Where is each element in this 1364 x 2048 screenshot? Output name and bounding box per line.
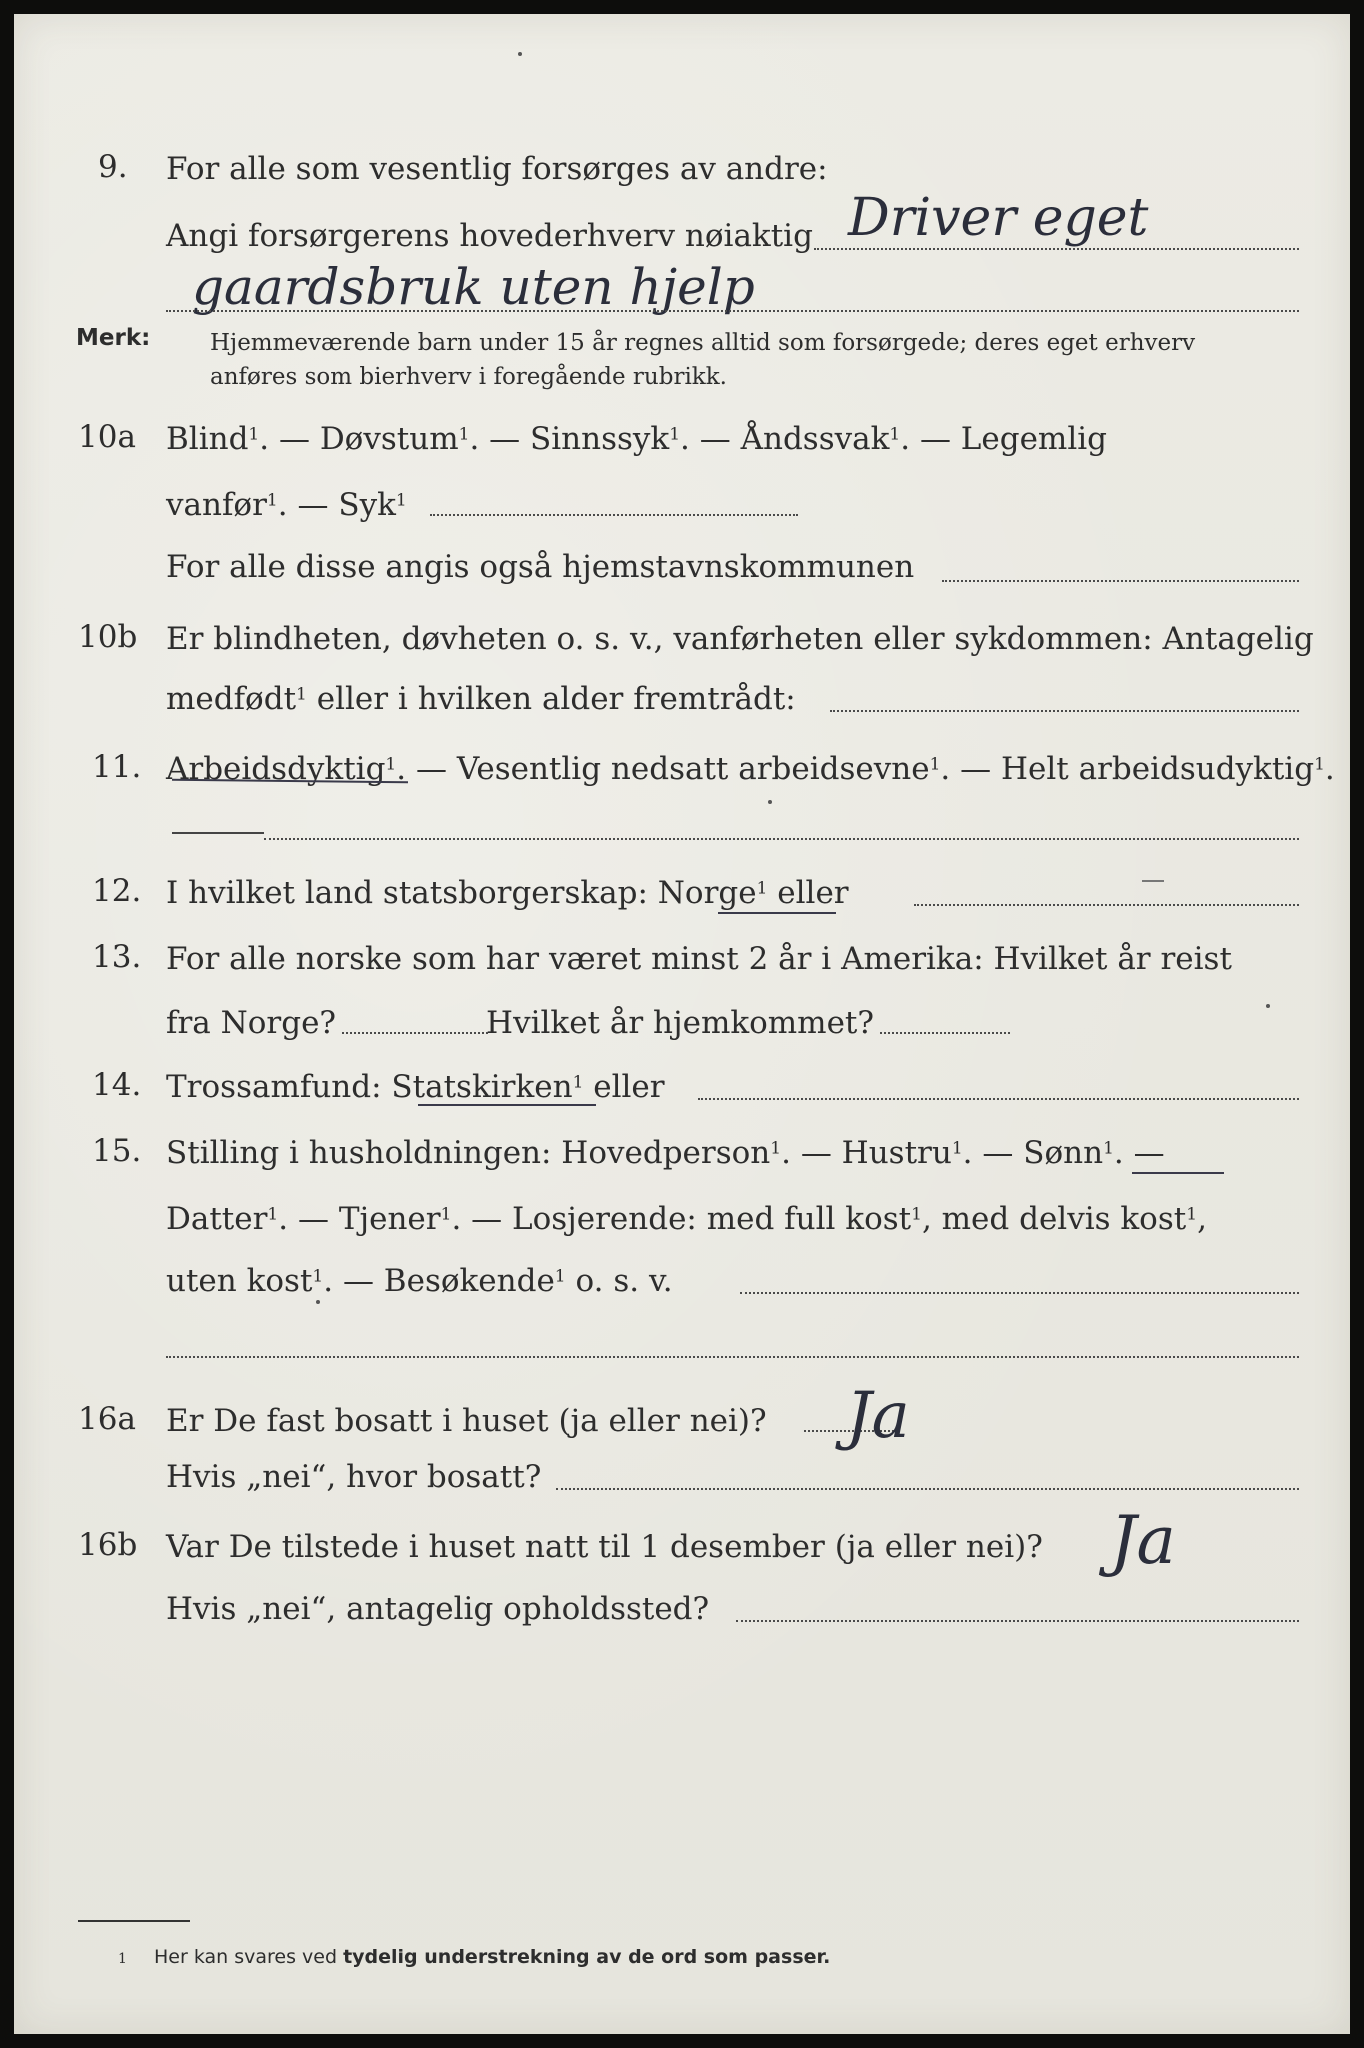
item-number: 12. — [92, 873, 142, 909]
answer-line — [166, 310, 1299, 312]
answer-line — [740, 1292, 1299, 1294]
item-15-line1: Stilling i husholdningen: Hovedperson$^1$. — Hustru$^1$. — Sønn$^1$. — — [166, 1135, 1165, 1171]
handwritten-answer: Driver eget — [848, 188, 1149, 248]
item-10b-line2: medfødt$^1$ eller i hvilken alder fremtrådt: — [166, 681, 796, 717]
item-number: 16a — [78, 1401, 136, 1437]
item-10b-line1: Er blindheten, døvheten o. s. v., vanførheten eller sykdommen: Antagelig — [166, 621, 1314, 657]
answer-line — [830, 710, 1299, 712]
handwritten-answer: Ja — [846, 1379, 910, 1453]
item-number: 9. — [98, 149, 128, 185]
answer-line — [698, 1098, 1299, 1100]
item-10a-line1: Blind$^1$. — Døvstum$^1$. — Sinnssyk$^1$. — Åndssvak$^1$. — Legemlig — [166, 421, 1108, 457]
handwritten-underline — [1132, 1172, 1224, 1174]
item-number: 16b — [78, 1527, 138, 1563]
answer-line — [914, 904, 1299, 906]
footnote-rule — [78, 1920, 190, 1922]
item-number: 10a — [78, 419, 136, 455]
answer-line — [556, 1488, 1299, 1490]
pencil-mark — [1142, 880, 1164, 882]
item-16b-line2: Hvis „nei“, antagelig opholdssted? — [166, 1591, 710, 1627]
item-14-line1: Trossamfund: Statskirken$^1$ eller — [166, 1069, 665, 1105]
paper-speck — [316, 1300, 320, 1304]
item-number: 14. — [92, 1067, 142, 1103]
answer-line — [880, 1032, 1010, 1034]
item-number: 11. — [92, 749, 142, 785]
answer-line — [342, 1032, 488, 1034]
item-15-line2: Datter$^1$. — Tjener$^1$. — Losjerende: med full kost$^1$, med delvis kost$^1$, — [166, 1201, 1207, 1237]
handwritten-answer: Ja — [1110, 1502, 1176, 1579]
item-16b-line1: Var De tilstede i huset natt til 1 desember (ja eller nei)? — [166, 1529, 1043, 1565]
footnote-mark: 1 — [118, 1951, 127, 1967]
answer-line — [814, 248, 1299, 250]
item-number: 10b — [78, 619, 138, 655]
handwritten-answer: gaardsbruk uten hjelp — [192, 258, 755, 316]
answer-line — [264, 838, 1299, 840]
item-number: 15. — [92, 1133, 142, 1169]
handwritten-underline — [718, 912, 836, 914]
item-9-line1: For alle som vesentlig forsørges av andre: — [166, 151, 828, 187]
item-number: 13. — [92, 939, 142, 975]
item-9-line2: Angi forsørgerens hovederhverv nøiaktig — [166, 218, 813, 254]
paper-speck — [1266, 1004, 1270, 1008]
item-10a-line3: For alle disse angis også hjemstavnskommunen — [166, 549, 915, 585]
answer-line — [430, 514, 798, 516]
note-text: Hjemmeværende barn under 15 år regnes alltid som forsørgede; deres eget erhverv — [210, 330, 1196, 356]
answer-line — [736, 1620, 1299, 1622]
paper-speck — [768, 800, 772, 804]
note-label: Merk: — [76, 325, 151, 351]
census-form-page — [14, 14, 1350, 2034]
handwritten-underline — [418, 1104, 596, 1106]
paper-speck — [518, 52, 522, 56]
item-11-line1: Arbeidsdyktig$^1$. — Vesentlig nedsatt arbeidsevne$^1$. — Helt arbeidsudyktig$^1$. — [166, 751, 1335, 787]
item-15-line3: uten kost$^1$. — Besøkende$^1$ o. s. v. — [166, 1263, 673, 1299]
footnote-text: Her kan svares ved tydelig understrekning av de ord som passer. — [154, 1946, 831, 1968]
item-12-line1: I hvilket land statsborgerskap: Norge$^1$ eller — [166, 875, 849, 911]
note-text: anføres som bierhverv i foregående rubrikk. — [210, 364, 727, 390]
item-13-line2: fra Norge? Hvilket år hjemkommet? — [166, 1005, 875, 1041]
answer-line — [942, 580, 1299, 582]
item-13-line1: For alle norske som har været minst 2 år i Amerika: Hvilket år reist — [166, 941, 1232, 977]
item-16a-line2: Hvis „nei“, hvor bosatt? — [166, 1459, 542, 1495]
item-10a-line2: vanfør$^1$. — Syk$^1$ — [166, 487, 407, 523]
handwritten-line — [172, 832, 264, 834]
answer-line — [166, 1356, 1299, 1358]
item-16a-line1: Er De fast bosatt i huset (ja eller nei)? — [166, 1403, 767, 1439]
